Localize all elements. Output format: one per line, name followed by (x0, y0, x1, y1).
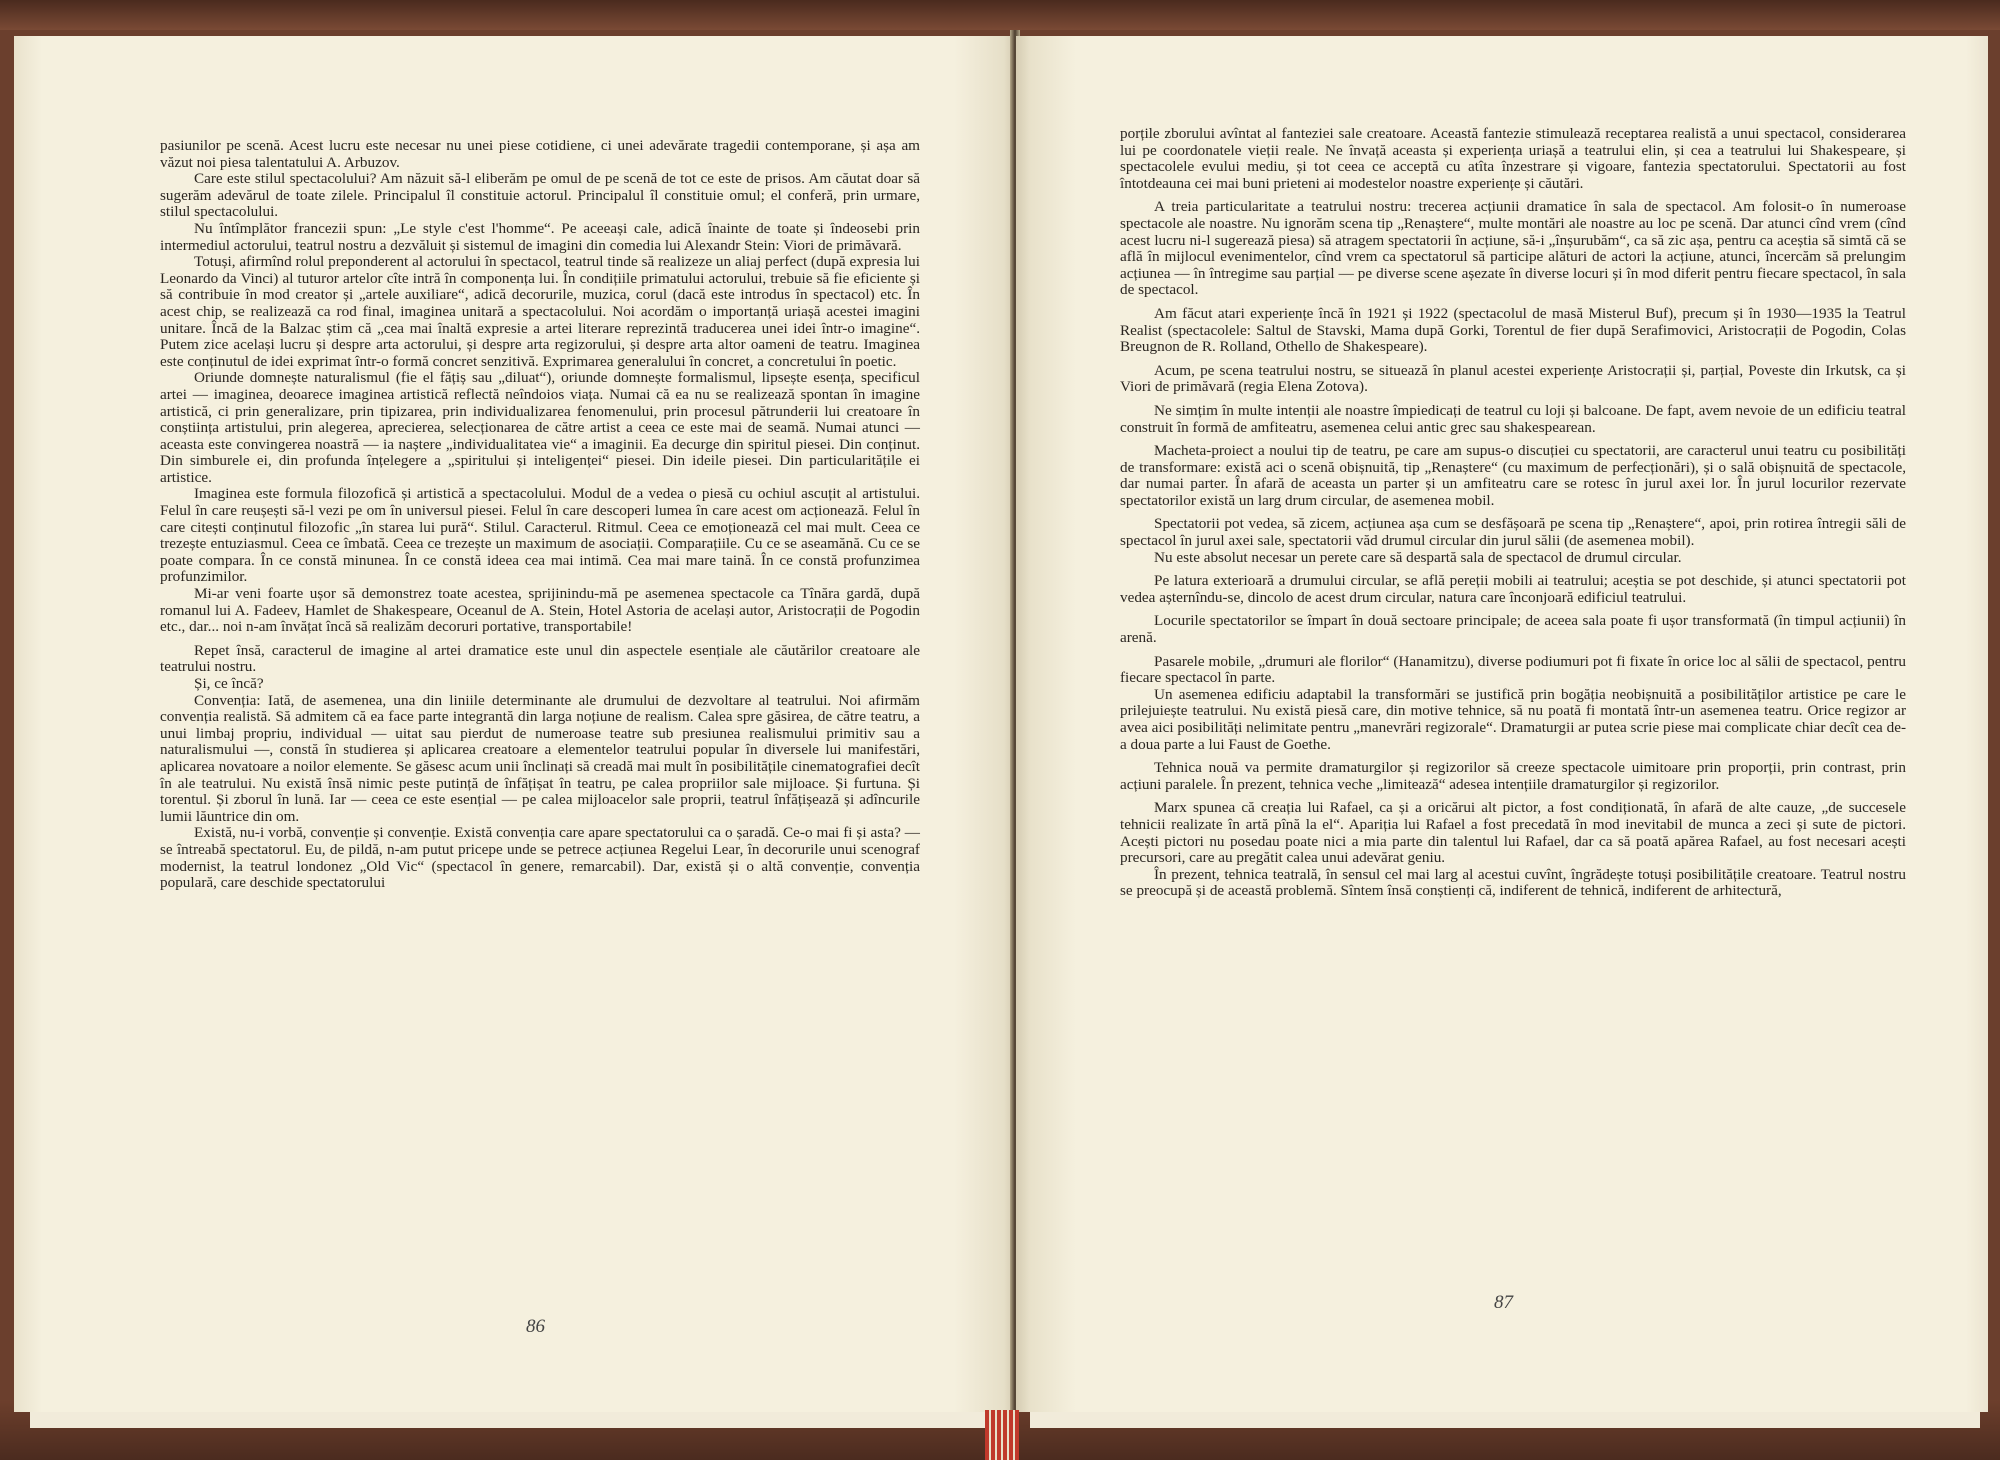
paragraph: Care este stilul spectacolului? Am năzuit să-l eliberăm pe omul de pe scenă de tot ce este de prisos. Am căutat doar să sugerăm adevărul de toate zilele. Principalul îl constituie actorul. Principalul îl constituie omul; el conferă, prin urmare, stilul spectacolului. (160, 170, 920, 221)
paragraph: Macheta-proiect a noului tip de teatru, pe care am supus-o discuției cu spectatorii, are caracterul unui teatru cu posibilități de transformare: există aci o scenă obișnuită, tip „Renaștere“ (cu maximum de perfecționări), și o sală obișnuită de spectacole, dar numai parter. În afară de aceasta un parter și un amfiteatru care se rotesc în jurul axei lor. În jurul locurilor rezervate spectatorilor există un larg drum circular, de asemenea mobil. (1120, 442, 1906, 509)
paragraph: Tehnica nouă va permite dramaturgilor și regizorilor să creeze spectacole uimitoare prin proporții, prin contrast, prin acțiuni paralele. În prezent, tehnica veche „limitează“ adesea intențiile dramaturgilor și regizorilor. (1120, 759, 1906, 793)
page-number: 87 (1494, 1292, 1513, 1313)
paragraph: pasiunilor pe scenă. Acest lucru este necesar nu unei piese cotidiene, ci unei adevărate tragedii contemporane, și așa am văzut noi piesa talentatului A. Arbuzov. (160, 137, 920, 171)
paragraph: Oriunde domnește naturalismul (fie el fățiș sau „diluat“), oriunde domnește formalismul, lipsește esența, specificul artei — imaginea, deoarece imaginea artistică reflectă neîndoios viața. Numai că ea nu se realizează spontan în imagine artistică, ci prin generalizare, prin tipizarea, prin individualizarea fenomenului, prin procesul pătrunderii lui creatoare în conștiința artistului, prin alegerea, aprecierea, selecționarea de către artist a ceea ce este mai de seamă. Numai atunci — aceasta este convingerea noastră — ia naștere „individualitatea vie“ a imaginii. Ea decurge din spiritul piesei. Din conținut. Din simburele ei, din profunda înțelegere a „spiritului și inteligenței“ piesei. Din ideile piesei. Din particularitățile ei artistice. (160, 369, 920, 486)
ribbon-bookmark (985, 1410, 1019, 1460)
paragraph: Există, nu-i vorbă, convenție și convenție. Există convenția care apare spectatorului ca o șaradă. Ce-o mai fi și asta? — se întreabă spectatorul. Eu, de pildă, n-am putut pricepe unde se petrece acțiunea Regelui Lear, în decorurile unui scenograf modernist, la teatrul londonez „Old Vic“ (spectacol în genere, remarcabil). Dar, există și o altă convenție, convenția populară, care deschide spectatorului (160, 824, 920, 892)
paragraph: A treia particularitate a teatrului nostru: trecerea acțiunii dramatice în sala de spectacol. Am folosit-o în numeroase spectacole ale noastre. Nu ignorăm scena tip „Renaștere“, multe montări ale noastre au loc pe scenă. Dar atunci cînd vrem (cînd acest lucru ni-l sugerează piesa) să atragem spectatorii în acțiune, să-i „înșurubăm“, ca să zic așa, pentru ca aceștia să simtă că se află în mijlocul evenimentelor, cînd vrem ca spectatorul să participe alături de actori la acțiune, atunci, încercăm să prelungim acțiunea — în întregime sau parțial — pe diverse scene așezate în diverse locuri și în mod diferit pentru fiecare spectacol, în sala de spectacol. (1120, 198, 1906, 299)
page-stack-edge-right (1030, 1412, 1980, 1428)
page-number: 86 (526, 1316, 545, 1337)
paragraph: Mi-ar veni foarte ușor să demonstrez toate acestea, sprijinindu-mă pe asemenea spectacole ca Tînăra gardă, după romanul lui A. Fadeev, Hamlet de Shakespeare, Oceanul de A. Stein, Hotel Astoria de același autor, Aristocrații de Pogodin etc., dar... noi n-am învățat încă să realizăm decoruri portative, transportabile! (160, 585, 920, 636)
paragraph: Imaginea este formula filozofică și artistică a spectacolului. Modul de a vedea o piesă cu ochiul ascuțit al artistului. Felul în care reușești să-l vezi pe om în universul piesei. Felul în care descoperi lumea în care acest om acționează. Felul în care citești conținutul filozofic „în starea lui pură“. Stilul. Caracterul. Ritmul. Ceea ce emoționează cel mai mult. Ceea ce trezește entuziasmul. Ceea ce îmbată. Ceea ce trezește un maximum de asociații. Comparațiile. Cu ce se aseamănă. Cu ce se poate compara. În ce constă minunea. În ce constă ideea cea mai intimă. Cea mai mare taină. În ce constă profunzimea profunzimilor. (160, 485, 920, 586)
paragraph: Repet însă, caracterul de imagine al artei dramatice este unul din aspectele esențiale ale căutărilor creatoare ale teatrului nostru. (160, 641, 920, 676)
paragraph: Și, ce încă? (194, 675, 264, 692)
page-stack-edge-left (30, 1412, 990, 1428)
paragraph: În prezent, tehnica teatrală, în sensul cel mai larg al acestui cuvînt, îngrădește totuși posibilitățile creatoare. Teatrul nostru se preocupă și de această problemă. Sîntem însă conștienți că, indiferent de tehnică, indiferent de arhitectură, (1120, 865, 1906, 900)
book-cover-top-edge (0, 0, 2000, 30)
paragraph: Totuși, afirmînd rolul preponderent al actorului în spectacol, teatrul tinde să realizeze un aliaj perfect (după expresia lui Leonardo da Vinci) al tuturor artelor cîte intră în componența lui. În condițiile primatului actorului, trebuie să fie eficiente și să contribuie în mod creator și „artele auxiliare“, adică decorurile, muzica, corul (dacă este introdus în spectacol) etc. În acest chip, se realizează ca rod final, imaginea unitară a spectacolului. Noi acordăm o importanță uriașă acestei imagini unitare. Încă de la Balzac știm că „cea mai înaltă expresie a artei literare reprezintă traducerea unei idei într-o imagine“. Putem zice același lucru și despre arta actorului, și despre arta regizorului, și despre arta altor oameni de teatru. Imaginea este conținutul de idei exprimat într-o formă concret senzitivă. Exprimarea generalului în concret, a concretului în poetic. (160, 253, 920, 370)
paragraph: Marx spunea că creația lui Rafael, ca și a oricărui alt pictor, a fost condiționată, în afară de alte cauze, „de succesele tehnicii realizate în artă pînă la el“. Apariția lui Rafael a fost precedată în mod inevitabil de munca a zeci și sute de pictori. Acești pictori nu posedau poate nici a mia parte din talentul lui Rafael, dar ca să poată apărea Rafael, au fost necesari acești precursori, care au pregătit calea unui adevărat geniu. (1120, 799, 1906, 867)
paragraph: Nu întîmplător francezii spun: „Le style c'est l'homme“. Pe aceeași cale, adică înainte de toate și îndeosebi prin intermediul actorului, teatrul nostru a dezvăluit și sistemul de imagini din comedia lui Alexandr Stein: Viori de primăvară. (160, 219, 920, 254)
paragraph: Pe latura exterioară a drumului circular, se află pereții mobili ai teatrului; aceștia se pot deschide, și atunci spectatorii pot vedea așternîndu-se, dincolo de acest drum circular, natura care înconjoară edificiul teatrului. (1120, 572, 1906, 606)
right-page (1016, 36, 1988, 1412)
paragraph: Acum, pe scena teatrului nostru, se situează în planul acestei experiențe Aristocrații și, parțial, Poveste din Irkutsk, ca și Viori de primăvară (regia Elena Zotova). (1120, 361, 1906, 396)
paragraph: Am făcut atari experiențe încă în 1921 și 1922 (spectacolul de masă Misterul Buf), precum și în 1930—1935 la Teatrul Realist (spectacolele: Saltul de Stavski, Mama după Gorki, Torentul de fier după Serafimovici, Aristocrații de Pogodin, Colas Breugnon de R. Rolland, Othello de Shakespeare). (1120, 304, 1906, 356)
paragraph: Un asemenea edificiu adaptabil la transformări se justifică prin bogăția neobișnuită a posibilităților artistice pe care le prilejuiește teatrului. Nu există piesă care, din motive tehnice, să nu poată fi montată într-un asemenea teatru. Orice regizor ar avea aici posibilități nelimitate pentru „manevrări regizorale“. Dramaturgii ar putea scrie piese mai complicate chiar decît cea de-a doua parte a lui Faust de Goethe. (1120, 685, 1906, 753)
paragraph: Convenția: Iată, de asemenea, una din liniile determinante ale drumului de dezvoltare al teatrului. Noi afirmăm convenția realistă. Să admitem că ea face parte integrantă din larga noțiune de realism. Calea spre găsirea, de către teatru, a unui limbaj propriu, individual — uitat sau pierdut de numeroase teatre sub presiunea realismului primitiv sau a naturalismului —, constă în studierea și aplicarea creatoare a elementelor teatrului popular în diversele lui manifestări, aplicarea novatoare a noilor elemente. Se găsesc acum unii înclinați să creadă mai mult în posibilitățile cinematografiei decît în ale teatrului. Nu există însă nimic peste putință de înfățișat în teatru, pe calea propriilor sale mijloace. Și furtuna. Și torentul. Și zborul în lună. Iar — ceea ce este esențial — pe calea mijloacelor sale proprii, teatrul înfățișează și adîncurile lumii lăuntrice din om. (160, 691, 920, 825)
right-page-text (1120, 126, 1906, 900)
paragraph: Ne simțim în multe intenții ale noastre împiedicați de teatrul cu loji și balcoane. De fapt, avem nevoie de un edificiu teatral construit în formă de amfiteatru, asemenea celui antic grec sau shakespearean. (1120, 401, 1906, 436)
left-page (14, 36, 1014, 1412)
paragraph: Nu este absolut necesar un perete care să despartă sala de spectacol de drumul circular. (1154, 548, 1682, 566)
paragraph: Pasarele mobile, „drumuri ale florilor“ (Hanamitzu), diverse podiumuri pot fi fixate în orice loc al sălii de spectacol, pentru fiecare spectacol în parte. (1120, 652, 1906, 687)
left-page-text (160, 138, 920, 892)
paragraph: Locurile spectatorilor se împart în două sectoare principale; de aceea sala poate fi ușor transformată (în timpul acțiunii) în arenă. (1120, 612, 1906, 647)
paragraph: porțile zborului avîntat al fanteziei sale creatoare. Această fantezie stimulează receptarea realistă a unui spectacol, considerarea lui pe coordonatele vieții reale. Ne învață aceasta și experiența uriașă a teatrului elin, și cea a teatrului lui Shakespeare, și spectacolele evului mediu, și tot ceea ce acceptă cu atîta înzestrare și vigoare, fantezia spectatorului. Spectatorii au fost întotdeauna cei mai buni prieteni ai modestelor noastre experiențe și căutări. (1120, 125, 1906, 192)
paragraph: Spectatorii pot vedea, să zicem, acțiunea așa cum se desfășoară pe scena tip „Renaștere“, apoi, prin rotirea întregii săli de spectacol în jurul axei sale, spectatorii văd drumul circular din jurul sălii (de asemenea mobil). (1120, 515, 1906, 550)
